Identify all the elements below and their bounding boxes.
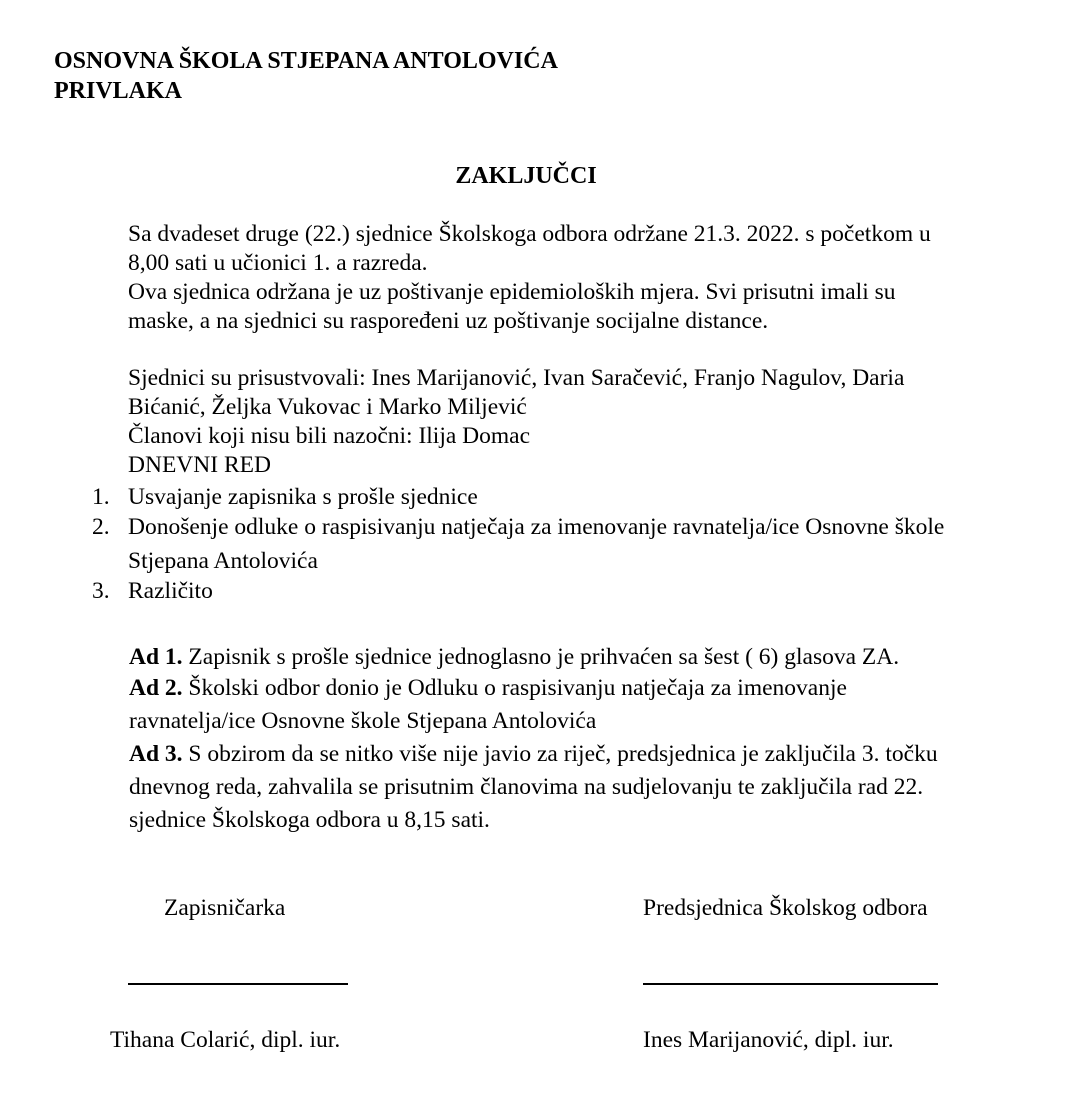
- conclusion-ad-1: [129, 643, 899, 672]
- attendance-line-1: Sjednici su prisustvovali: Ines Marijanović, Ivan Saračević, Franjo Nagulov, Daria: [128, 365, 905, 391]
- agenda-item-number: 3.: [92, 578, 110, 604]
- conclusion-label: Ad 1.: [129, 644, 183, 670]
- intro-line-3: Ova sjednica održana je uz poštivanje epidemioloških mjera. Svi prisutni imali su: [128, 279, 896, 305]
- right-signature-role: Predsjednica Školskog odbora: [643, 895, 928, 921]
- conclusion-text-continued: dnevnog reda, zahvalila se prisutnim članovima na sudjelovanju te zaključila rad 22.: [129, 774, 924, 800]
- school-name: OSNOVNA ŠKOLA STJEPANA ANTOLOVIĆA: [54, 48, 558, 74]
- intro-line-4: maske, a na sjednici su raspoređeni uz poštivanje socijalne distance.: [128, 308, 769, 334]
- document-title: ZAKLJUČCI: [455, 163, 597, 189]
- intro-line-2: 8,00 sati u učionici 1. a razreda.: [128, 250, 428, 276]
- school-town: PRIVLAKA: [54, 78, 183, 104]
- agenda-item-number: 1.: [92, 484, 110, 510]
- conclusion-ad-2: [129, 674, 847, 703]
- absent-members: Članovi koji nisu bili nazočni: Ilija Domac: [128, 423, 531, 449]
- intro-line-1: Sa dvadeset druge (22.) sjednice Školskoga odbora održane 21.3. 2022. s početkom u: [128, 221, 931, 247]
- agenda-item-number: 2.: [92, 514, 110, 540]
- agenda-item-text: Donošenje odluke o raspisivanju natječaja za imenovanje ravnatelja/ice Osnovne škole: [128, 514, 945, 540]
- conclusion-label: Ad 3.: [129, 741, 183, 767]
- agenda-heading: DNEVNI RED: [128, 452, 271, 478]
- conclusion-label: Ad 2.: [129, 675, 183, 701]
- left-signature-name: Tihana Colarić, dipl. iur.: [110, 1027, 341, 1053]
- attendance-line-2: Bićanić, Željka Vukovac i Marko Miljević: [128, 394, 527, 420]
- right-signature-line: [643, 983, 938, 985]
- conclusion-text: S obzirom da se nitko više nije javio za riječ, predsjednica je zaključila 3. točku: [188, 741, 938, 767]
- agenda-item-text: Različito: [128, 578, 213, 604]
- agenda-item-text-continued: Stjepana Antolovića: [128, 548, 318, 574]
- conclusion-text-continued: sjednice Školskoga odbora u 8,15 sati.: [129, 807, 490, 833]
- conclusion-text: Zapisnik s prošle sjednice jednoglasno je prihvaćen sa šest ( 6) glasova ZA.: [188, 644, 900, 670]
- right-signature-name: Ines Marijanović, dipl. iur.: [643, 1027, 894, 1053]
- conclusion-ad-3: [129, 740, 938, 769]
- conclusion-text-continued: ravnatelja/ice Osnovne škole Stjepana Antolovića: [129, 708, 597, 734]
- left-signature-line: [128, 983, 348, 985]
- agenda-item-text: Usvajanje zapisnika s prošle sjednice: [128, 484, 478, 510]
- conclusion-text: Školski odbor donio je Odluku o raspisivanju natječaja za imenovanje: [188, 675, 847, 701]
- left-signature-role: Zapisničarka: [164, 895, 286, 921]
